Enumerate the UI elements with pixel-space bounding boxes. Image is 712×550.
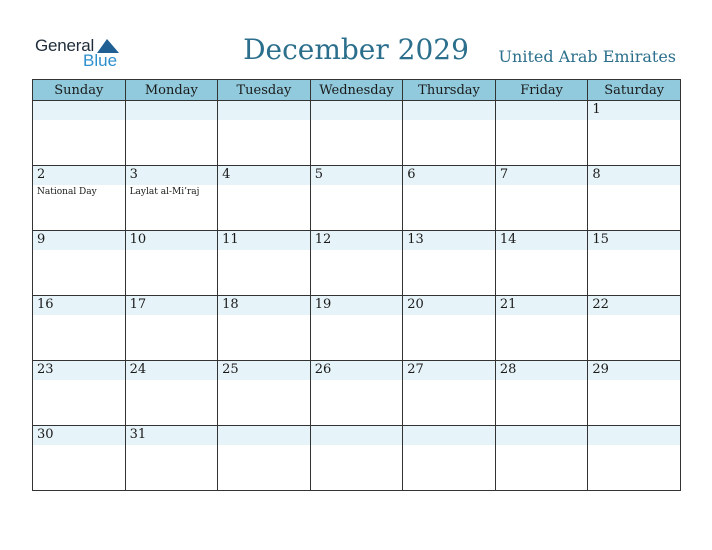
day-cell bbox=[495, 231, 588, 296]
day-number-band bbox=[496, 101, 588, 120]
day-cell bbox=[33, 296, 126, 361]
day-number-band bbox=[218, 231, 310, 250]
day-cell bbox=[218, 101, 311, 166]
day-number: 20 bbox=[407, 297, 424, 312]
day-cell bbox=[125, 296, 218, 361]
logo-text-general: General bbox=[35, 36, 95, 55]
day-number: 11 bbox=[222, 232, 239, 247]
day-number: 2 bbox=[37, 167, 46, 182]
day-cell bbox=[310, 361, 403, 426]
day-number: 4 bbox=[222, 167, 231, 182]
day-number: 30 bbox=[37, 427, 54, 442]
day-number-band bbox=[126, 296, 218, 315]
logo-text-blue: Blue bbox=[83, 51, 118, 70]
day-cell bbox=[218, 296, 311, 361]
day-number: 31 bbox=[129, 427, 147, 442]
day-cell bbox=[218, 426, 311, 491]
day-cell bbox=[310, 426, 403, 491]
day-number: 25 bbox=[222, 362, 239, 377]
day-cell bbox=[33, 361, 126, 426]
day-number-band bbox=[218, 101, 310, 120]
day-number: 3 bbox=[129, 167, 138, 182]
day-number-band bbox=[403, 101, 495, 120]
week-row bbox=[33, 101, 681, 166]
day-number-band bbox=[496, 296, 588, 315]
day-number-band bbox=[218, 426, 310, 445]
day-number: 17 bbox=[129, 297, 147, 312]
day-cell bbox=[403, 166, 496, 231]
holiday-label: Laylat al-Mi’raj bbox=[129, 187, 200, 197]
day-number: 22 bbox=[592, 297, 609, 312]
day-cell bbox=[588, 361, 681, 426]
week-row bbox=[33, 231, 681, 296]
day-cell bbox=[403, 231, 496, 296]
day-number-band bbox=[588, 231, 680, 250]
day-number-band bbox=[33, 166, 125, 185]
week-row bbox=[33, 166, 681, 231]
day-number: 16 bbox=[37, 297, 54, 312]
page-title: December 2029 bbox=[243, 33, 469, 66]
day-number-band bbox=[126, 166, 218, 185]
day-cell bbox=[310, 231, 403, 296]
day-number-band bbox=[403, 426, 495, 445]
day-number-band bbox=[496, 361, 588, 380]
day-cell bbox=[125, 166, 218, 231]
day-cell bbox=[588, 296, 681, 361]
day-number-band bbox=[311, 231, 403, 250]
day-cell bbox=[218, 231, 311, 296]
day-number-band bbox=[496, 166, 588, 185]
day-number-band bbox=[33, 361, 125, 380]
day-number: 9 bbox=[37, 232, 46, 247]
day-cell bbox=[33, 166, 126, 231]
day-number: 8 bbox=[592, 167, 601, 182]
day-number: 24 bbox=[129, 362, 147, 377]
day-number-band bbox=[403, 296, 495, 315]
day-cell bbox=[33, 101, 126, 166]
day-cell bbox=[588, 166, 681, 231]
day-cell bbox=[310, 296, 403, 361]
day-number: 13 bbox=[407, 232, 424, 247]
day-number-band bbox=[126, 231, 218, 250]
weekday-header: Sunday bbox=[33, 80, 126, 101]
day-number: 23 bbox=[37, 362, 54, 377]
day-cell bbox=[33, 426, 126, 491]
day-number-band bbox=[126, 361, 218, 380]
day-number: 12 bbox=[314, 232, 332, 247]
day-number: 19 bbox=[314, 297, 332, 312]
day-number-band bbox=[126, 101, 218, 120]
day-cell bbox=[125, 231, 218, 296]
day-number-band bbox=[588, 426, 680, 445]
day-number: 7 bbox=[499, 167, 509, 182]
holiday-label: National Day bbox=[37, 187, 97, 197]
day-cell bbox=[218, 361, 311, 426]
day-cell bbox=[495, 361, 588, 426]
day-number-band bbox=[311, 101, 403, 120]
calendar-grid bbox=[32, 79, 681, 491]
day-number-band bbox=[496, 426, 588, 445]
day-number-band bbox=[588, 296, 680, 315]
weekday-header: Monday bbox=[125, 80, 218, 101]
weekday-header: Friday bbox=[495, 80, 588, 101]
day-cell bbox=[495, 101, 588, 166]
day-cell bbox=[588, 101, 681, 166]
day-number-band bbox=[33, 426, 125, 445]
day-cell bbox=[403, 101, 496, 166]
day-cell bbox=[588, 426, 681, 491]
weekday-header: Wednesday bbox=[310, 80, 403, 101]
day-number: 27 bbox=[407, 362, 424, 377]
day-number-band bbox=[311, 426, 403, 445]
day-cell bbox=[495, 426, 588, 491]
week-row bbox=[33, 426, 681, 491]
day-number: 28 bbox=[499, 362, 517, 377]
day-cell bbox=[125, 101, 218, 166]
day-cell bbox=[310, 101, 403, 166]
day-cell bbox=[403, 426, 496, 491]
day-number: 18 bbox=[222, 297, 239, 312]
weekday-header: Tuesday bbox=[218, 80, 311, 101]
day-number-band bbox=[33, 231, 125, 250]
day-cell bbox=[495, 166, 588, 231]
day-number-band bbox=[33, 296, 125, 315]
day-number-band bbox=[403, 231, 495, 250]
day-cell bbox=[310, 166, 403, 231]
day-number-band bbox=[588, 361, 680, 380]
day-number: 26 bbox=[314, 362, 332, 377]
day-number-band bbox=[218, 361, 310, 380]
day-number-band bbox=[496, 231, 588, 250]
day-cell bbox=[588, 231, 681, 296]
country-label: United Arab Emirates bbox=[498, 47, 676, 66]
day-number-band bbox=[311, 361, 403, 380]
day-number-band bbox=[588, 166, 680, 185]
day-number-band bbox=[218, 296, 310, 315]
day-number: 21 bbox=[499, 297, 517, 312]
day-number-band bbox=[311, 296, 403, 315]
day-number: 6 bbox=[407, 167, 416, 182]
week-row bbox=[33, 361, 681, 426]
day-number: 14 bbox=[499, 232, 517, 247]
day-number-band bbox=[218, 166, 310, 185]
day-number-band bbox=[311, 166, 403, 185]
day-cell bbox=[33, 231, 126, 296]
week-row bbox=[33, 296, 681, 361]
day-number-band bbox=[588, 101, 680, 120]
day-cell bbox=[218, 166, 311, 231]
day-number-band bbox=[126, 426, 218, 445]
day-cell bbox=[125, 361, 218, 426]
day-number: 29 bbox=[592, 362, 609, 377]
weekday-header: Saturday bbox=[588, 80, 681, 101]
day-cell bbox=[403, 296, 496, 361]
day-cell bbox=[495, 296, 588, 361]
day-number-band bbox=[403, 166, 495, 185]
day-number: 5 bbox=[314, 167, 323, 182]
day-cell bbox=[403, 361, 496, 426]
day-cell bbox=[125, 426, 218, 491]
day-number: 10 bbox=[129, 232, 147, 247]
day-number: 15 bbox=[592, 232, 609, 247]
day-number-band bbox=[33, 101, 125, 120]
weekday-header: Thursday bbox=[403, 80, 496, 101]
day-number: 1 bbox=[592, 102, 601, 117]
weekday-header-row bbox=[33, 80, 681, 101]
day-number-band bbox=[403, 361, 495, 380]
